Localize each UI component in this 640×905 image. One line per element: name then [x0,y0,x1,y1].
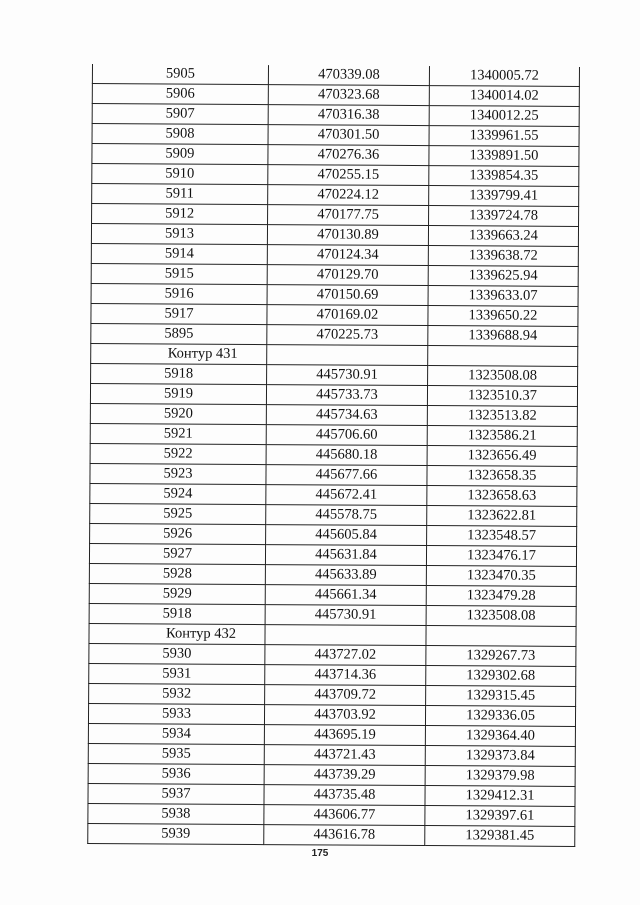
x-coordinate-cell: 470224.12 [268,185,429,206]
x-coordinate-cell: 470177.75 [268,205,429,226]
point-number-cell: 5912 [92,204,268,225]
x-coordinate-cell: 445734.63 [266,405,427,426]
table-row [91,303,578,326]
x-coordinate-cell: 443709.72 [265,685,426,706]
x-coordinate-cell: 470225.73 [267,325,428,346]
empty-cell [265,625,426,646]
y-coordinate-cell: 1339688.94 [428,326,578,347]
x-coordinate-cell: 470255.15 [268,165,429,186]
page-number: 175 [311,848,329,859]
table-row [90,443,577,466]
coordinates-table-body [88,64,580,846]
table-row [92,204,579,227]
table-row [92,84,579,107]
y-coordinate-cell: 1323476.17 [426,546,576,567]
table-row [92,64,579,86]
y-coordinate-cell: 1329412.31 [425,786,575,807]
x-coordinate-cell: 445605.84 [266,525,427,546]
y-coordinate-cell: 1323622.81 [427,506,577,527]
table-row [88,763,575,786]
y-coordinate-cell: 1323656.49 [427,446,577,467]
table-row [90,423,577,446]
coordinates-table [87,64,580,847]
x-coordinate-cell: 445733.73 [266,385,427,406]
table-row [88,783,575,806]
y-coordinate-cell: 1339961.55 [429,126,579,147]
x-coordinate-cell: 445680.18 [266,445,427,466]
point-number-cell: 5929 [89,583,265,604]
table-row [88,743,575,766]
point-number-cell: 5928 [89,563,265,584]
x-coordinate-cell: 445661.34 [265,585,426,606]
contour-label: Контур 432 [89,623,265,644]
y-coordinate-cell: 1323510.37 [427,386,577,407]
point-number-cell: 5931 [89,663,265,684]
y-coordinate-cell: 1339650.22 [428,306,578,327]
x-coordinate-cell: 445677.66 [266,465,427,486]
table-row [89,683,576,706]
y-coordinate-cell: 1340005.72 [429,66,579,86]
y-coordinate-cell: 1329267.73 [426,646,576,667]
y-coordinate-cell: 1329364.40 [425,726,575,747]
x-coordinate-cell: 443727.02 [265,645,426,666]
point-number-cell: 5924 [90,483,266,504]
x-coordinate-cell: 470124.34 [267,245,428,266]
point-number-cell: 5939 [88,823,264,844]
point-number-cell: 5925 [90,503,266,524]
point-number-cell: 5923 [90,463,266,484]
y-coordinate-cell: 1323513.82 [427,406,577,427]
point-number-cell: 5921 [90,423,266,444]
y-coordinate-cell: 1329397.61 [425,806,575,827]
contour-label: Контур 431 [91,343,267,364]
point-number-cell: 5895 [91,323,267,344]
y-coordinate-cell: 1323479.28 [426,586,576,607]
table-row [90,463,577,486]
table-row [91,243,578,266]
point-number-cell: 5918 [91,363,267,384]
y-coordinate-cell: 1323548.57 [427,526,577,547]
x-coordinate-cell: 443695.19 [264,725,425,746]
point-number-cell: 5932 [89,683,265,704]
x-coordinate-cell: 443714.36 [265,665,426,686]
x-coordinate-cell: 445730.91 [265,605,426,626]
table-row [90,523,577,546]
point-number-cell: 5916 [91,283,267,304]
point-number-cell: 5927 [89,543,265,564]
table-row [91,323,578,346]
y-coordinate-cell: 1329373.84 [425,746,575,767]
point-number-cell: 5911 [92,184,268,205]
point-number-cell: 5909 [92,144,268,165]
table-row [88,823,575,846]
table-row [90,383,577,406]
x-coordinate-cell: 470339.08 [268,65,429,85]
table-row [90,483,577,506]
point-number-cell: 5906 [92,84,268,105]
x-coordinate-cell: 470316.38 [268,105,429,126]
table-row [90,503,577,526]
y-coordinate-cell: 1339625.94 [428,266,578,287]
table-row [89,583,576,606]
table-row [89,563,576,586]
point-number-cell: 5913 [91,224,267,245]
x-coordinate-cell: 445578.75 [266,505,427,526]
y-coordinate-cell: 1323658.63 [427,486,577,507]
x-coordinate-cell: 470276.36 [268,145,429,166]
table-row [91,363,578,386]
x-coordinate-cell: 443721.43 [264,745,425,766]
table-row [89,543,576,566]
point-number-cell: 5919 [90,383,266,404]
table-row [89,643,576,666]
point-number-cell: 5914 [91,243,267,264]
y-coordinate-cell: 1323586.21 [427,426,577,447]
point-number-cell: 5936 [88,763,264,784]
x-coordinate-cell: 443616.78 [264,825,425,846]
y-coordinate-cell: 1339799.41 [429,186,579,207]
y-coordinate-cell: 1339633.07 [428,286,578,307]
point-number-cell: 5920 [90,403,266,424]
y-coordinate-cell: 1339854.35 [429,166,579,187]
point-number-cell: 5918 [89,603,265,624]
x-coordinate-cell: 470301.50 [268,125,429,146]
x-coordinate-cell: 443606.77 [264,805,425,826]
table-row [92,104,579,127]
x-coordinate-cell: 445633.89 [265,565,426,586]
empty-cell [267,345,428,366]
y-coordinate-cell: 1339891.50 [429,146,579,167]
point-number-cell: 5922 [90,443,266,464]
table-row [90,403,577,426]
empty-cell [426,626,576,647]
empty-cell [428,346,578,367]
x-coordinate-cell: 443739.29 [264,765,425,786]
x-coordinate-cell: 470323.68 [268,85,429,106]
point-number-cell: 5917 [91,303,267,324]
x-coordinate-cell: 470130.89 [267,225,428,246]
table-row [92,184,579,207]
y-coordinate-cell: 1323508.08 [428,366,578,387]
y-coordinate-cell: 1329302.68 [426,666,576,687]
x-coordinate-cell: 445672.41 [266,485,427,506]
point-number-cell: 5915 [91,263,267,284]
x-coordinate-cell: 443735.48 [264,785,425,806]
point-number-cell: 5937 [88,783,264,804]
x-coordinate-cell: 470150.69 [267,285,428,306]
y-coordinate-cell: 1323470.35 [426,566,576,587]
table-row [89,603,576,626]
table-row [88,703,575,726]
table-row [92,144,579,167]
table-row [89,663,576,686]
table-row [88,803,575,826]
point-number-cell: 5905 [92,64,268,85]
x-coordinate-cell: 443703.92 [264,705,425,726]
y-coordinate-cell: 1339724.78 [429,206,579,227]
point-number-cell: 5926 [90,523,266,544]
table-row [91,283,578,306]
y-coordinate-cell: 1339663.24 [428,226,578,247]
y-coordinate-cell: 1339638.72 [428,246,578,267]
x-coordinate-cell: 470129.70 [267,265,428,286]
table-row [88,723,575,746]
x-coordinate-cell: 445631.84 [265,545,426,566]
y-coordinate-cell: 1323508.08 [426,606,576,627]
y-coordinate-cell: 1329379.98 [425,766,575,787]
y-coordinate-cell: 1323658.35 [427,466,577,487]
y-coordinate-cell: 1329336.05 [425,706,575,727]
point-number-cell: 5934 [88,723,264,744]
y-coordinate-cell: 1340014.02 [429,86,579,107]
x-coordinate-cell: 445706.60 [266,425,427,446]
table-row [92,124,579,147]
point-number-cell: 5908 [92,124,268,145]
y-coordinate-cell: 1329315.45 [426,686,576,707]
table-row [91,263,578,286]
point-number-cell: 5907 [92,104,268,125]
table-row [92,164,579,187]
x-coordinate-cell: 445730.91 [267,365,428,386]
point-number-cell: 5935 [88,743,264,764]
y-coordinate-cell: 1329381.45 [425,826,575,847]
point-number-cell: 5938 [88,803,264,824]
point-number-cell: 5930 [89,643,265,664]
x-coordinate-cell: 470169.02 [267,305,428,326]
table-row [91,224,578,247]
point-number-cell: 5910 [92,164,268,185]
point-number-cell: 5933 [88,703,264,724]
y-coordinate-cell: 1340012.25 [429,106,579,127]
